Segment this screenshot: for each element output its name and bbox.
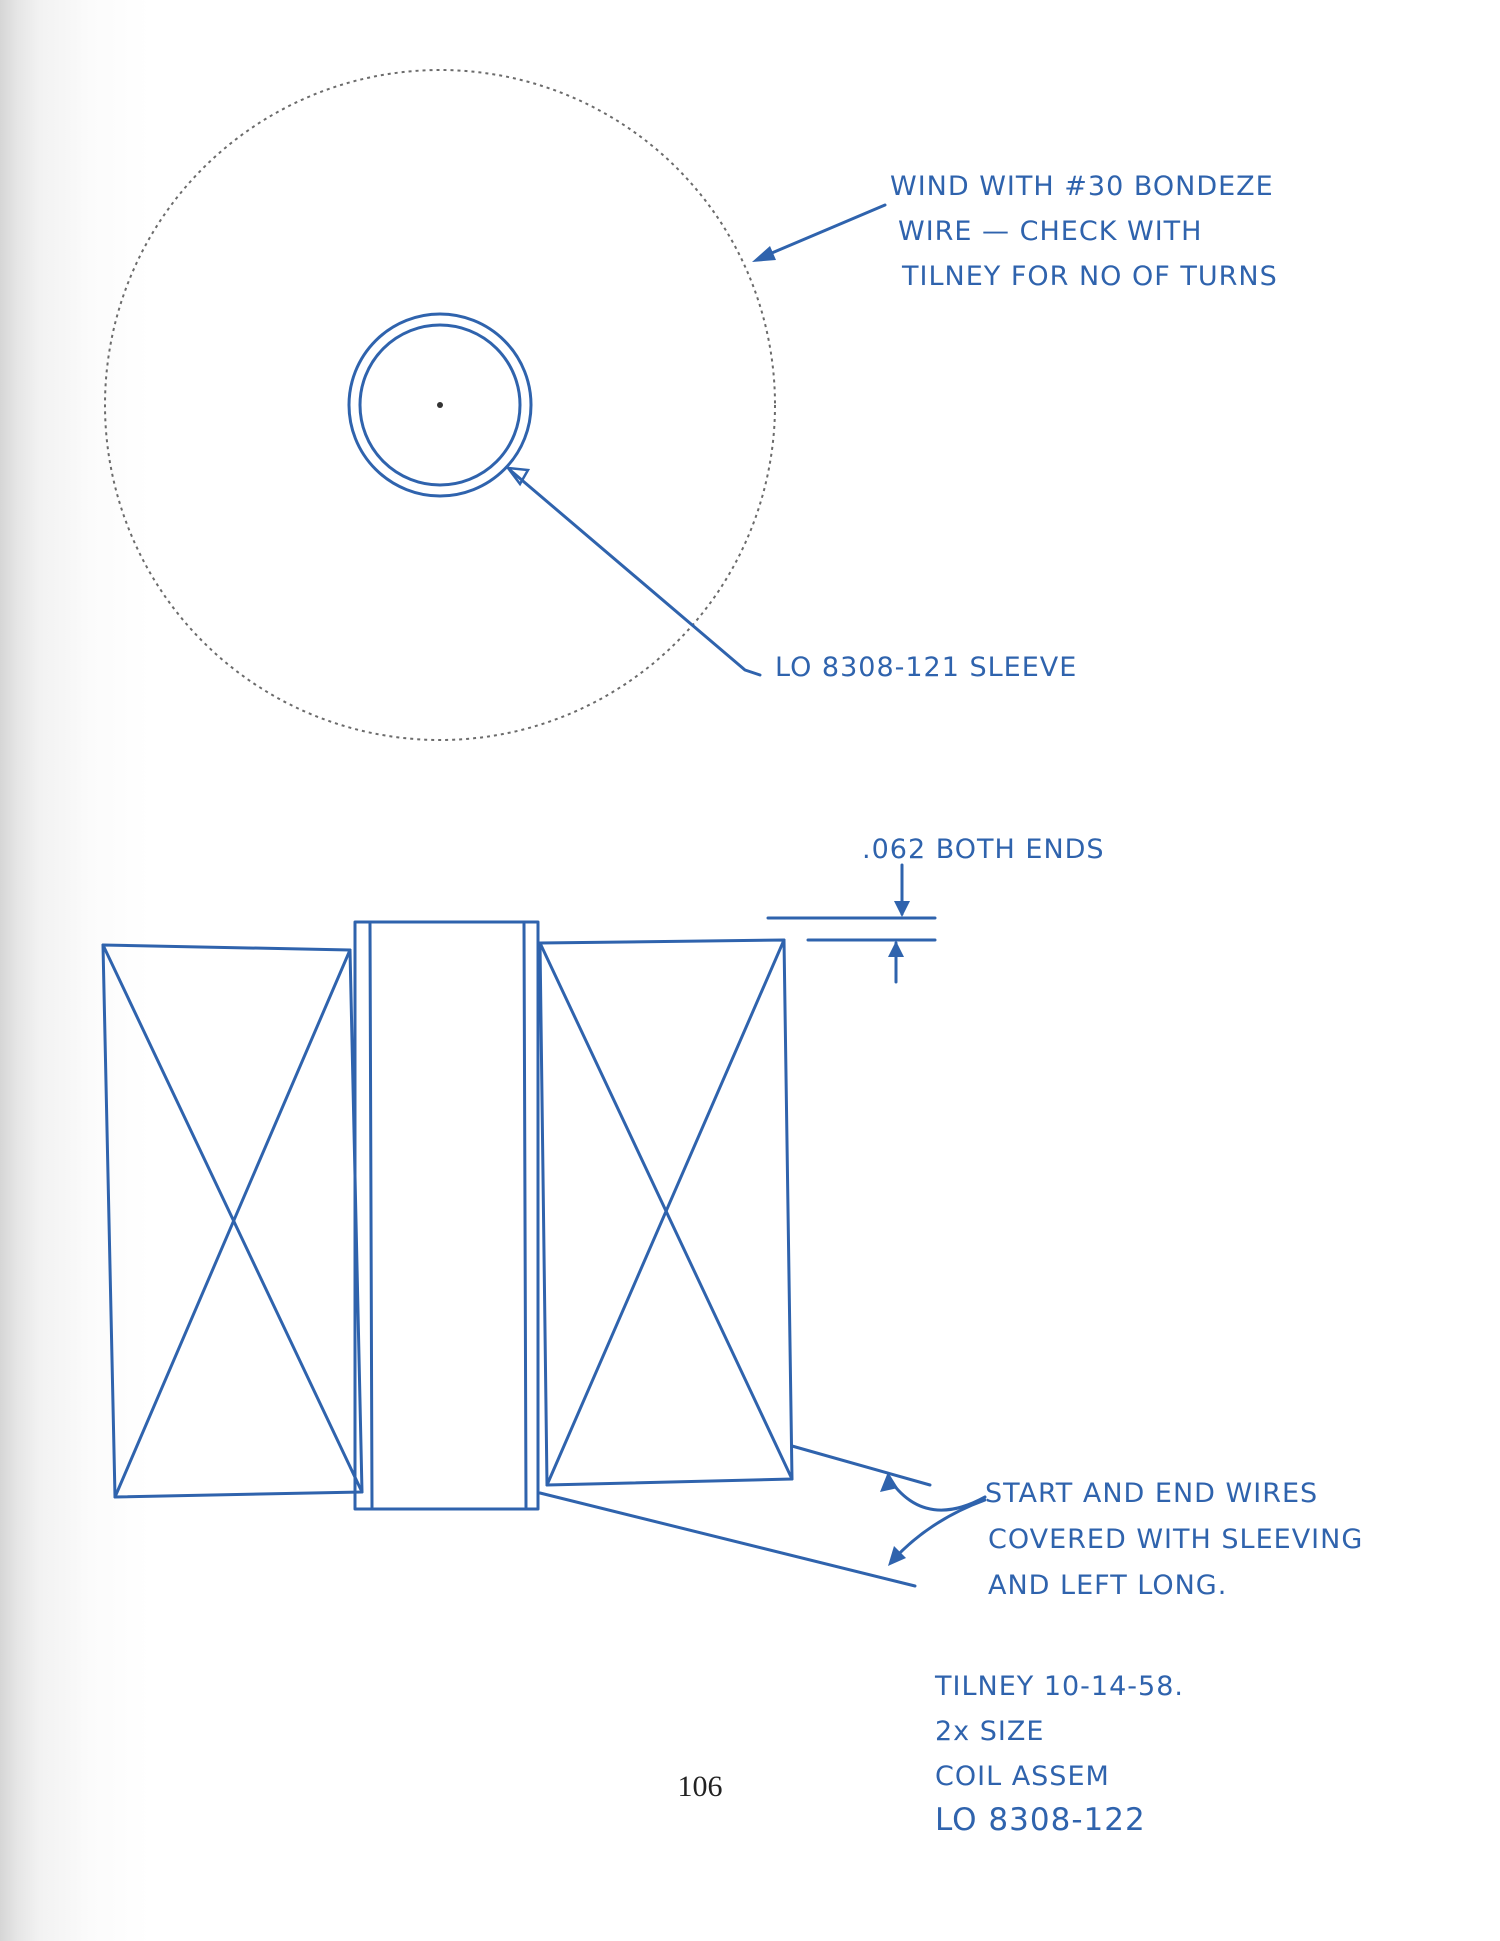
- end-wire-lead: [540, 1493, 915, 1586]
- sleeve-right-inner-wall: [524, 924, 526, 1507]
- leads-callout-line-1: START AND END WIRES: [985, 1478, 1319, 1509]
- dimension-arrow-up-head: [888, 941, 904, 957]
- wire-callout-line-2: WIRE — CHECK WITH: [898, 216, 1203, 247]
- wire-callout-arrowhead: [752, 246, 776, 262]
- right-winding-diagonal-2: [547, 940, 784, 1485]
- leads-callout-line-2: COVERED WITH SLEEVING: [988, 1524, 1364, 1555]
- title-note-line-3: COIL ASSEM: [935, 1761, 1110, 1792]
- wire-callout-line-3: TILNEY FOR NO OF TURNS: [902, 261, 1278, 292]
- left-winding-diagonal-1: [103, 945, 362, 1492]
- sleeve-callout-leader: [510, 470, 760, 675]
- side-view: [103, 834, 1363, 1601]
- leads-callout-line-3: AND LEFT LONG.: [988, 1570, 1228, 1601]
- title-note-line-2: 2x SIZE: [935, 1716, 1045, 1747]
- center-point: [437, 402, 443, 408]
- sleeve-left-inner-wall: [370, 924, 372, 1507]
- page-number: 106: [677, 1770, 723, 1803]
- start-wire-lead: [792, 1446, 930, 1485]
- sleeve-outer-wall: [355, 922, 538, 1509]
- title-note-line-1: TILNEY 10-14-58.: [935, 1671, 1184, 1702]
- wire-callout-leader: [760, 205, 885, 258]
- wire-callout-line-1: WIND WITH #30 BONDEZE: [890, 171, 1274, 202]
- title-note-line-4: LO 8308-122: [935, 1802, 1146, 1838]
- dimension-arrow-down-head: [894, 901, 910, 917]
- title-note: [934, 1671, 1184, 1838]
- dimension-label: .062 BOTH ENDS: [862, 834, 1105, 865]
- left-winding-diagonal-2: [115, 950, 350, 1497]
- sleeve-callout-label: LO 8308-121 SLEEVE: [775, 652, 1078, 683]
- top-view: [105, 70, 1278, 740]
